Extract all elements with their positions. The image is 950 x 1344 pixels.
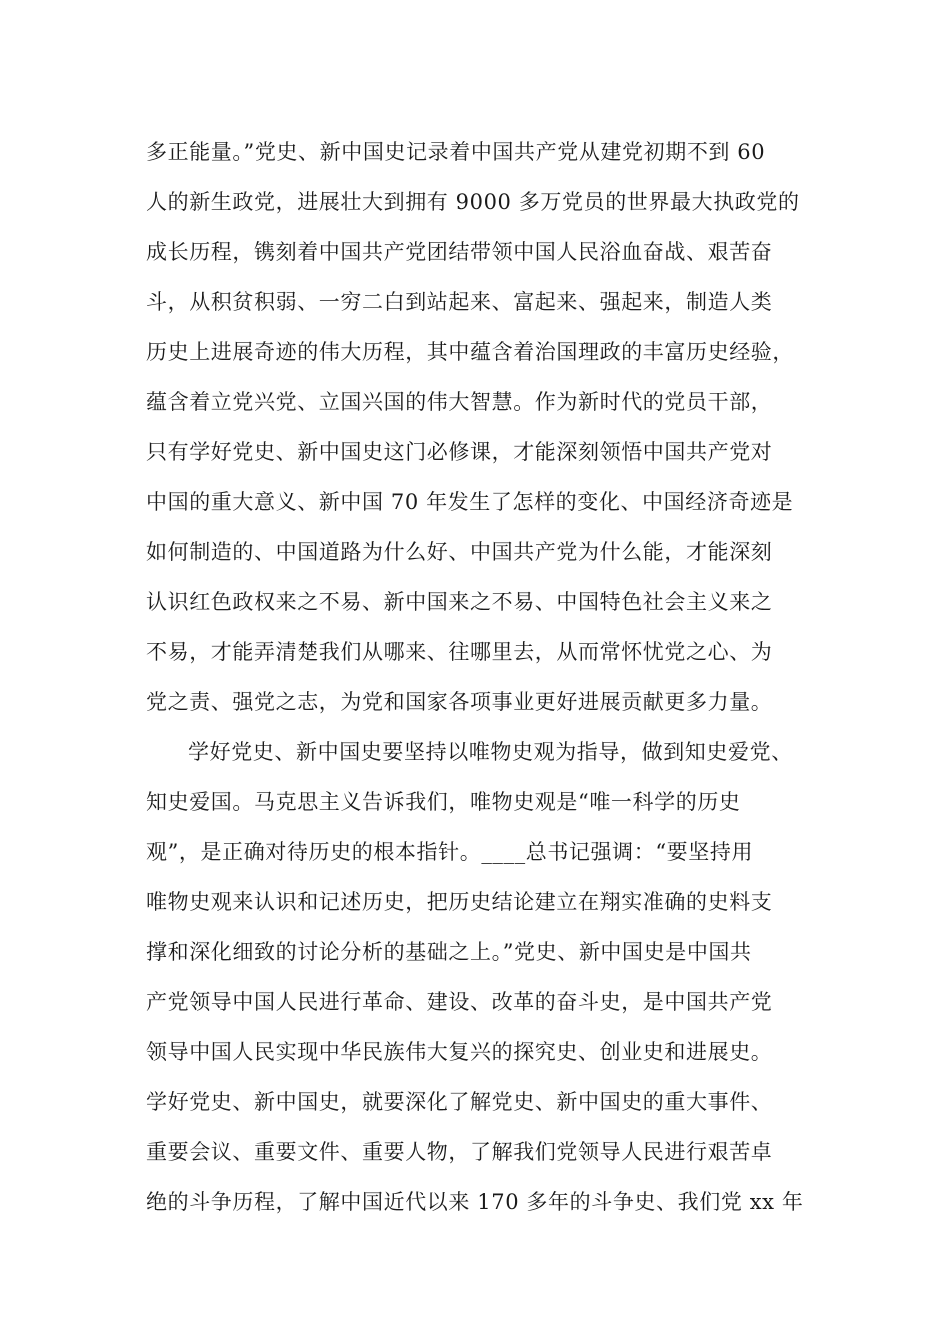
text-line: 撑和深化细致的讨论分析的基础之上。”党史、新中国史是中国共 bbox=[146, 940, 752, 964]
text-line: 领导中国人民实现中华民族伟大复兴的探究史、创业史和进展史。 bbox=[146, 1040, 773, 1064]
text-line: 知史爱国。马克思主义告诉我们，唯物史观是“唯一科学的历史 bbox=[146, 790, 741, 814]
text-line: 人的新生政党，进展壮大到拥有 9000 多万党员的世界最大执政党的 bbox=[146, 190, 800, 214]
text-line: 产党领导中国人民进行革命、建设、改革的奋斗史，是中国共产党 bbox=[146, 990, 773, 1014]
text-line: 历史上进展奇迹的伟大历程，其中蕴含着治国理政的丰富历史经验， bbox=[146, 340, 794, 364]
text-line: 斗，从积贫积弱、一穷二白到站起来、富起来、强起来，制造人类 bbox=[146, 290, 773, 314]
paragraph-start-line: 学好党史、新中国史要坚持以唯物史观为指导，做到知史爱党、 bbox=[188, 740, 793, 764]
text-line: 多正能量。”党史、新中国史记录着中国共产党从建党初期不到 60 bbox=[146, 140, 766, 164]
text-line: 重要会议、重要文件、重要人物，了解我们党领导人民进行艰苦卓 bbox=[146, 1140, 773, 1164]
text-line: 党之责、强党之志，为党和国家各项事业更好进展贡献更多力量。 bbox=[146, 690, 773, 714]
text-line: 不易，才能弄清楚我们从哪来、往哪里去，从而常怀忧党之心、为 bbox=[146, 640, 773, 664]
text-line: 成长历程，镌刻着中国共产党团结带领中国人民浴血奋战、艰苦奋 bbox=[146, 240, 773, 264]
text-line: 蕴含着立党兴党、立国兴国的伟大智慧。作为新时代的党员干部， bbox=[146, 390, 773, 414]
text-line: 唯物史观来认识和记述历史，把历史结论建立在翔实准确的史料支 bbox=[146, 890, 773, 914]
text-line: 中国的重大意义、新中国 70 年发生了怎样的变化、中国经济奇迹是 bbox=[146, 490, 794, 514]
text-line: 如何制造的、中国道路为什么好、中国共产党为什么能，才能深刻 bbox=[146, 540, 773, 564]
body-text bbox=[146, 127, 826, 1227]
text-line: 学好党史、新中国史，就要深化了解党史、新中国史的重大事件、 bbox=[146, 1090, 773, 1114]
text-line: 绝的斗争历程，了解中国近代以来 170 多年的斗争史、我们党 xx 年 bbox=[146, 1190, 804, 1214]
text-line: 只有学好党史、新中国史这门必修课，才能深刻领悟中国共产党对 bbox=[146, 440, 773, 464]
text-line: 观”，是正确对待历史的根本指针。____总书记强调：“要坚持用 bbox=[146, 840, 754, 864]
text-line: 认识红色政权来之不易、新中国来之不易、中国特色社会主义来之 bbox=[146, 590, 773, 614]
